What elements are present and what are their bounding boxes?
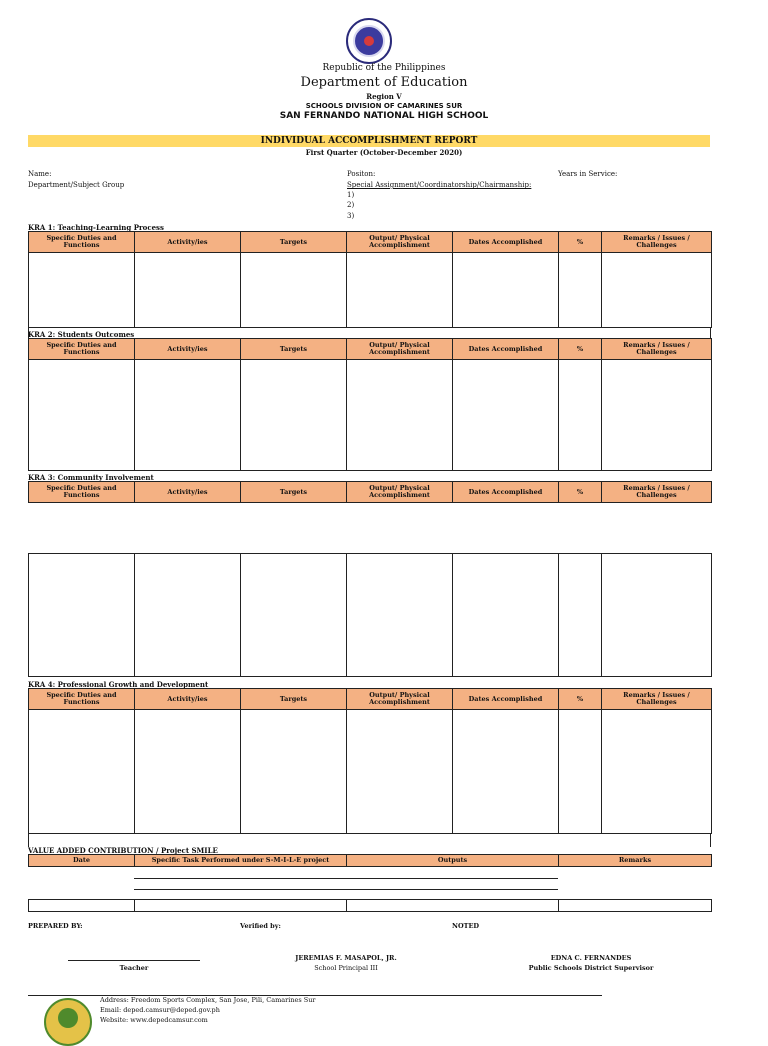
- supervisor-role: Public Schools District Supervisor: [528, 964, 654, 972]
- prepared-by-label: PREPARED BY:: [28, 922, 83, 930]
- assignment-item: 2): [347, 201, 355, 209]
- col-header: Specific Duties and Functions: [29, 232, 135, 253]
- value-added-table: [28, 854, 712, 867]
- col-header: Targets: [241, 482, 347, 503]
- verified-by-label: Verified by:: [240, 922, 281, 930]
- position-label: Positon:: [347, 170, 376, 178]
- col-header: Activity/ies: [135, 232, 241, 253]
- kra-3-label: KRA 3: Community Involvement: [28, 473, 154, 482]
- table-cell[interactable]: [135, 253, 241, 328]
- table-cell[interactable]: [453, 710, 559, 834]
- divider: [134, 889, 558, 890]
- table-cell[interactable]: [347, 710, 453, 834]
- department-label: Department of Education: [300, 75, 468, 90]
- col-header: Output/ Physical Accomplishment: [347, 232, 453, 253]
- table-cell[interactable]: [559, 710, 602, 834]
- table-cell[interactable]: [347, 554, 453, 677]
- footer-email: Email: deped.camsur@deped.gov.ph: [100, 1006, 220, 1014]
- kra-1-table: [28, 231, 712, 328]
- value-added-title: VALUE ADDED CONTRIBUTION / Project SMILE: [28, 846, 218, 855]
- kra-4-table: [28, 688, 712, 834]
- special-assignment-label: Special Assignment/Coordinatorship/Chairmanship:: [347, 181, 532, 189]
- footer-address: Address: Freedom Sports Complex, San Jose, Pili, Camarines Sur: [100, 996, 316, 1004]
- department-group-label: Department/Subject Group: [28, 181, 125, 189]
- col-header: Remarks / Issues / Challenges: [602, 689, 712, 710]
- kra-3-body: [28, 553, 712, 677]
- table-cell[interactable]: [241, 554, 347, 677]
- col-header: %: [559, 232, 602, 253]
- table-cell[interactable]: [347, 360, 453, 471]
- table-cell[interactable]: [559, 900, 712, 912]
- col-header: %: [559, 339, 602, 360]
- table-cell[interactable]: [347, 900, 559, 912]
- col-header: Output/ Physical Accomplishment: [347, 482, 453, 503]
- table-cell[interactable]: [135, 360, 241, 471]
- table-cell[interactable]: [29, 900, 135, 912]
- kra-1-label: KRA 1: Teaching-Learning Process: [28, 223, 164, 232]
- table-cell[interactable]: [347, 253, 453, 328]
- table-cell[interactable]: [29, 360, 135, 471]
- table-cell[interactable]: [453, 554, 559, 677]
- table-cell[interactable]: [135, 900, 347, 912]
- kra-2-table: [28, 338, 712, 471]
- table-cell[interactable]: [559, 253, 602, 328]
- col-header: Remarks / Issues / Challenges: [602, 232, 712, 253]
- kra-4-label: KRA 4: Professional Growth and Development: [28, 680, 209, 689]
- col-header: Outputs: [347, 855, 559, 867]
- col-header: Output/ Physical Accomplishment: [347, 339, 453, 360]
- kra-2-label: KRA 2: Students Outcomes: [28, 330, 135, 339]
- col-header: Targets: [241, 339, 347, 360]
- col-header: Dates Accomplished: [453, 482, 559, 503]
- table-cell[interactable]: [135, 710, 241, 834]
- table-cell[interactable]: [29, 253, 135, 328]
- deped-seal-icon: [346, 18, 392, 64]
- teacher-role: Teacher: [119, 964, 149, 972]
- col-header: Targets: [241, 689, 347, 710]
- table-cell[interactable]: [559, 554, 602, 677]
- divider: [134, 878, 558, 879]
- supervisor-name: EDNA C. FERNANDES: [550, 954, 632, 962]
- col-header: Dates Accomplished: [453, 232, 559, 253]
- col-header: Remarks / Issues / Challenges: [602, 482, 712, 503]
- table-cell[interactable]: [241, 253, 347, 328]
- table-cell[interactable]: [29, 710, 135, 834]
- table-cell[interactable]: [453, 253, 559, 328]
- col-header: Remarks: [559, 855, 712, 867]
- value-added-row: [28, 899, 712, 912]
- col-header: Remarks / Issues / Challenges: [602, 339, 712, 360]
- principal-name: JEREMIAS F. MASAPOL, JR.: [295, 954, 397, 962]
- kra-3-header: [28, 481, 712, 503]
- report-title: INDIVIDUAL ACCOMPLISHMENT REPORT: [28, 135, 710, 147]
- col-header: Date: [29, 855, 135, 867]
- table-cell[interactable]: [29, 554, 135, 677]
- footer-website: Website: www.depedcamsur.com: [100, 1016, 208, 1024]
- years-service-label: Years in Service:: [558, 170, 618, 178]
- col-header: Specific Duties and Functions: [29, 482, 135, 503]
- col-header: Activity/ies: [135, 482, 241, 503]
- table-cell[interactable]: [559, 360, 602, 471]
- table-cell[interactable]: [602, 253, 712, 328]
- col-header: Activity/ies: [135, 689, 241, 710]
- division-label: SCHOOLS DIVISION OF CAMARINES SUR: [305, 102, 463, 110]
- principal-role: School Principal III: [314, 964, 378, 972]
- col-header: Targets: [241, 232, 347, 253]
- name-label: Name:: [28, 170, 52, 178]
- report-period: First Quarter (October-December 2020): [305, 148, 463, 157]
- col-header: Specific Task Performed under S-M-I-L-E project: [135, 855, 347, 867]
- col-header: Activity/ies: [135, 339, 241, 360]
- table-cell[interactable]: [135, 554, 241, 677]
- col-header: Output/ Physical Accomplishment: [347, 689, 453, 710]
- spacer: [28, 833, 711, 847]
- table-cell[interactable]: [241, 360, 347, 471]
- table-cell[interactable]: [602, 554, 712, 677]
- col-header: Dates Accomplished: [453, 689, 559, 710]
- region-label: Region V: [366, 92, 402, 101]
- col-header: %: [559, 689, 602, 710]
- noted-label: NOTED: [452, 922, 480, 930]
- table-cell[interactable]: [602, 710, 712, 834]
- table-cell[interactable]: [453, 360, 559, 471]
- signature-line: [68, 960, 200, 961]
- assignment-item: 1): [347, 191, 355, 199]
- col-header: Specific Duties and Functions: [29, 689, 135, 710]
- assignment-item: 3): [347, 212, 355, 220]
- col-header: Dates Accomplished: [453, 339, 559, 360]
- division-logo-icon: [44, 998, 92, 1046]
- school-label: SAN FERNANDO NATIONAL HIGH SCHOOL: [279, 111, 489, 121]
- col-header: %: [559, 482, 602, 503]
- table-cell[interactable]: [241, 710, 347, 834]
- table-cell[interactable]: [602, 360, 712, 471]
- republic-label: Republic of the Philippines: [322, 63, 446, 73]
- col-header: Specific Duties and Functions: [29, 339, 135, 360]
